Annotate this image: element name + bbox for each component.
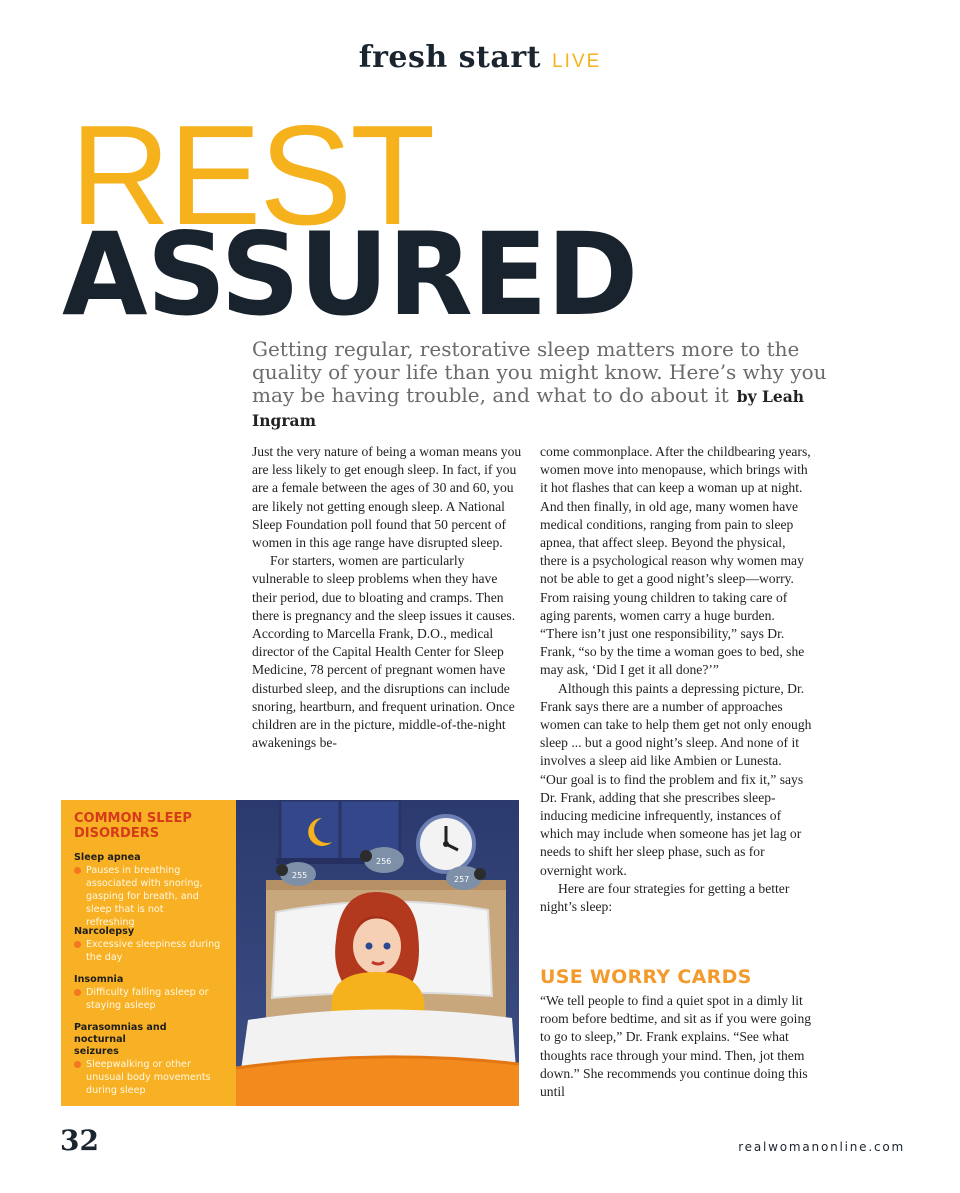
body-column-2-continued [540, 992, 812, 1101]
bullet-dot-icon [74, 989, 81, 996]
paragraph: come commonplace. After the childbearing years, women move into menopause, which brings with it hot flashes that can keep a woman up at night. And then finally, in old age, many women have medical conditions, ranging from pain to sleep apnea, that affect sleep. Beyond the physical, there is a psychological reason why women may not be able to get a good night’s sleep—worry. From raising young children to taking care of aging parents, women carry a huge burden. “There isn’t just one responsibility,” says Dr. Frank, “so by the time a woman goes to bed, she may ask, ‘Did I get it all done?’” [540, 444, 811, 678]
disorder-description: Excessive sleepiness during the day [74, 938, 226, 964]
body-column-1 [252, 443, 524, 752]
title-line-2: ASSURED [62, 208, 638, 341]
disorder-name: Narcolepsy [74, 926, 135, 937]
sidebar-item [74, 926, 234, 964]
paragraph: Just the very nature of being a woman means you are less likely to get enough sleep. In fact, if you are a female between the ages of 30 and 60, you are likely not getting enough sleep. A National Sleep Foundation poll found that 50 percent of women in this age range have disrupted sleep. [252, 444, 522, 551]
brand-logo: fresh start [358, 40, 541, 75]
woman-face [353, 918, 401, 974]
disorder-description: Difficulty falling asleep or staying asleep [74, 986, 226, 1012]
bullet-dot-icon [74, 941, 81, 948]
sidebar-title: COMMON SLEEP DISORDERS [74, 811, 192, 841]
sidebar-sleep-disorders [61, 800, 236, 1106]
page-number: 32 [60, 1124, 99, 1157]
website-url: realwomanonline.com [738, 1140, 905, 1154]
title-line-1: REST [70, 96, 434, 255]
paragraph: “We tell people to find a quiet spot in a dimly lit room before bedtime, and sit as if you were going to go to sleep,” Dr. Frank explains. “See what thoughts race through your mind. Then, jot them down.” She recommends you continue doing this until [540, 993, 812, 1100]
body-column-2 [540, 443, 812, 916]
section-label: LIVE [552, 51, 602, 72]
disorder-name: Insomnia [74, 974, 124, 985]
disorder-name: Sleep apnea [74, 852, 141, 863]
subheading-worry-cards: USE WORRY CARDS [540, 966, 752, 988]
clock-icon [418, 816, 474, 872]
deck-text: Getting regular, restorative sleep matters more to the quality of your life than you might know. Here’s why you may be having trouble, and what to do about it [252, 337, 827, 407]
disorder-description: Sleepwalking or other unusual body movements during sleep [74, 1058, 214, 1097]
bullet-dot-icon [74, 867, 81, 874]
section-header [0, 40, 960, 75]
svg-text:256: 256 [376, 857, 392, 866]
disorder-description: Pauses in breathing associated with snoring, gasping for breath, and sleep that is not refreshing [74, 864, 214, 929]
bullet-dot-icon [74, 1061, 81, 1068]
paragraph: Here are four strategies for getting a better night’s sleep: [540, 880, 790, 915]
sleepless-woman-illustration [236, 800, 519, 1106]
byline: by Leah Ingram [252, 387, 805, 430]
sidebar-item [74, 1022, 234, 1097]
sidebar-item [74, 974, 234, 1012]
sidebar-item [74, 852, 234, 929]
paragraph: Although this paints a depressing picture, Dr. Frank says there are a number of approaches women can take to help them get not only enough sleep ... but a good night’s sleep. And none of it involves a sleep aid like Ambien or Lunesta. “Our goal is to find the problem and fix it,” says Dr. Frank, adding that she prescribes sleep-inducing medicine infrequently, instances of which may include when someone has jet lag or needs to shift her sleep phase, such as for overnight work. [540, 680, 812, 878]
article-deck [252, 338, 852, 432]
svg-text:257: 257 [454, 875, 470, 884]
paragraph: For starters, women are particularly vulnerable to sleep problems when they have their period, due to bloating and cramps. Then there is pregnancy and the sleep issues it causes. According to Marcella Frank, D.O., medical director of the Capital Health Center for Sleep Medicine, 78 percent of pregnant women have disturbed sleep, and the disruptions can include snoring, heartburn, and frequent urination. Once children are in the picture, middle-of-the-night awakenings be- [252, 553, 516, 751]
disorder-name: Parasomnias and nocturnal seizures [74, 1022, 167, 1057]
svg-text:255: 255 [292, 871, 308, 880]
